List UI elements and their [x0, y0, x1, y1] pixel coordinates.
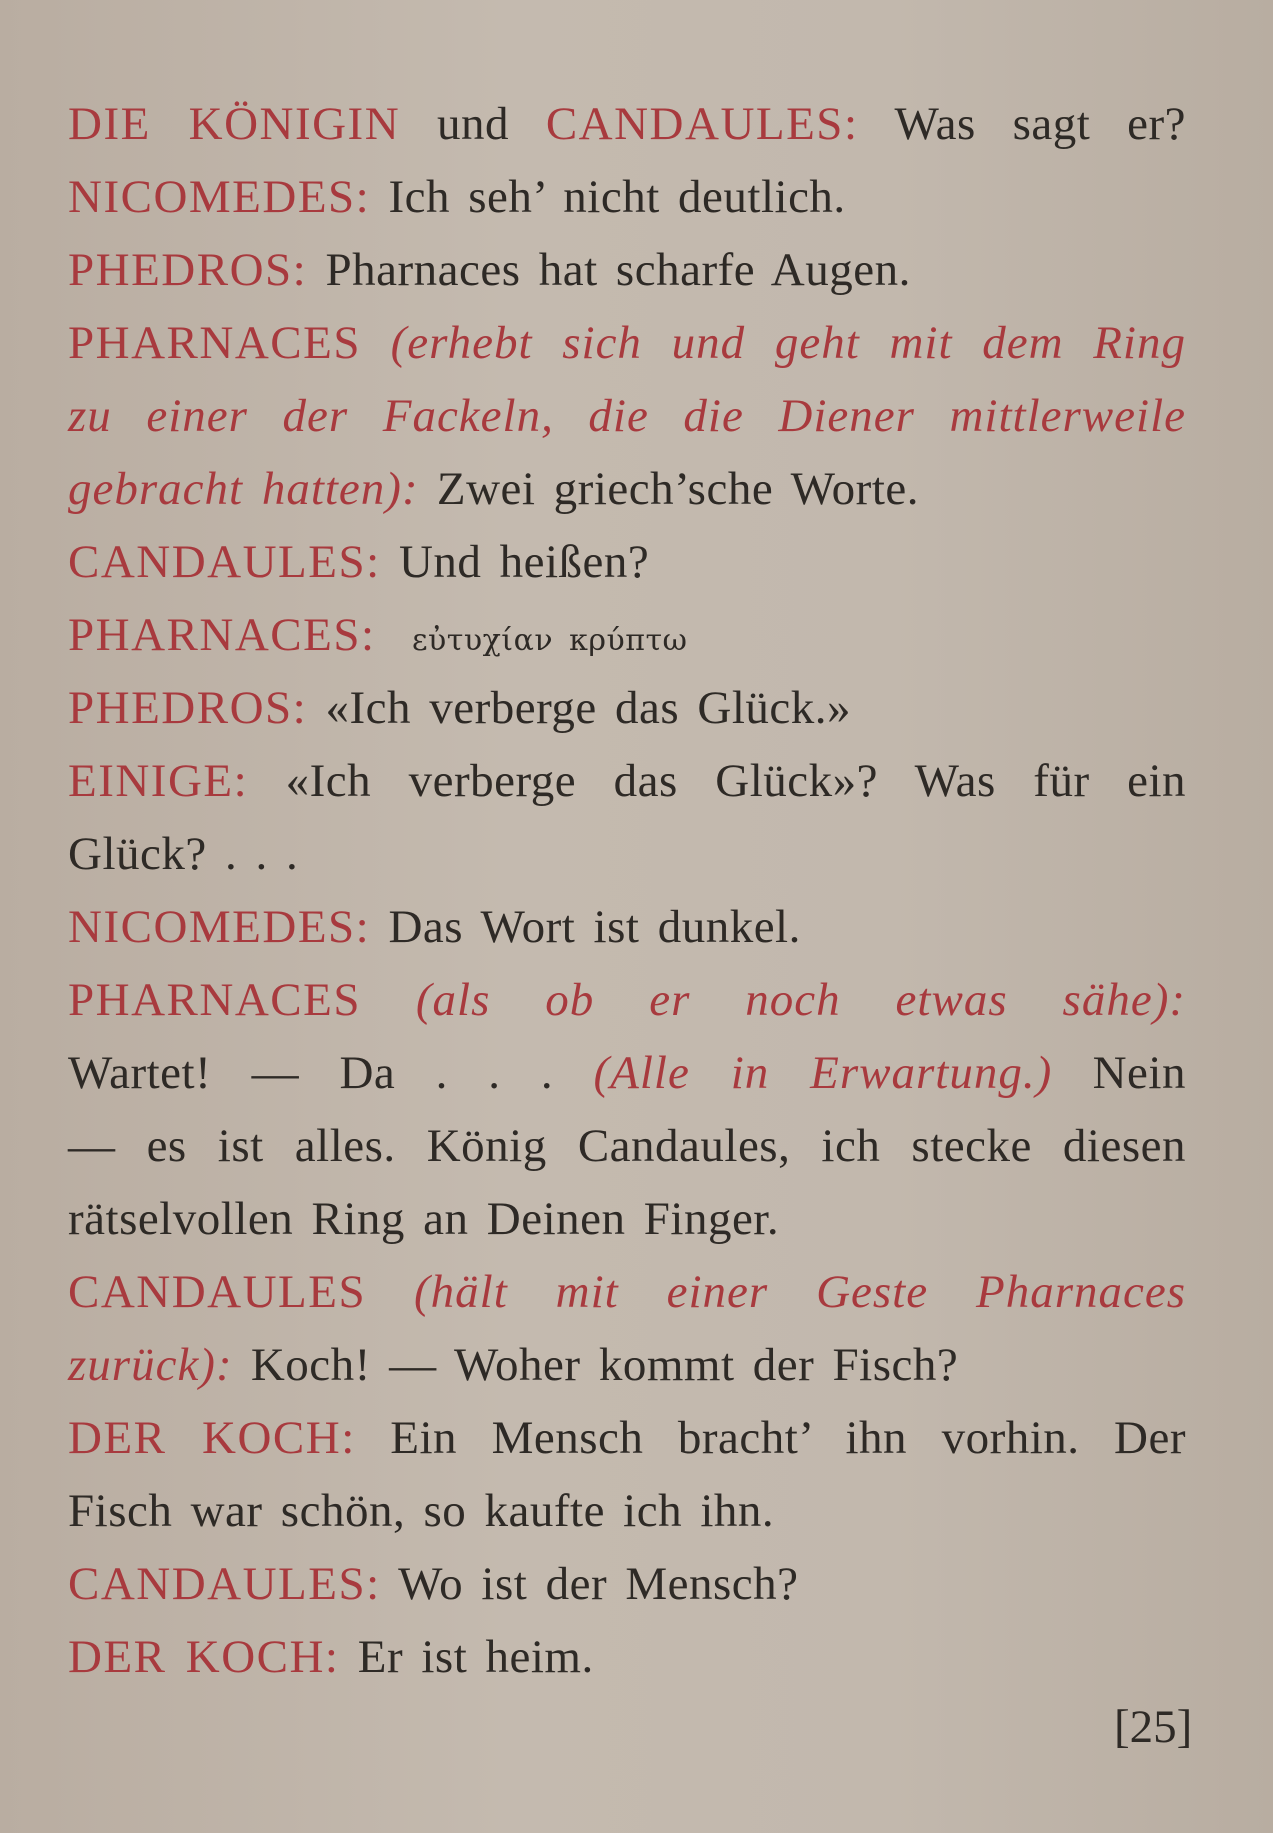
speaker-name: DER KOCH:: [68, 1412, 356, 1464]
dialogue-line: [68, 964, 1186, 1037]
spoken-text: Ein Mensch bracht’ ihn vorhin. Der: [355, 1412, 1187, 1464]
speaker-name: PHARNACES:: [68, 609, 376, 661]
dialogue-line: [68, 380, 1186, 453]
dialogue-line: [68, 1037, 1186, 1110]
spoken-text: Koch! — Woher kommt der Fisch?: [232, 1339, 959, 1391]
spoken-text: Er ist heim.: [339, 1631, 594, 1683]
dialogue-line: [68, 1402, 1186, 1475]
spoken-text: — es ist alles. König Candaules, ich stecke diesen: [68, 1120, 1186, 1172]
speaker-name: DER KOCH:: [68, 1631, 340, 1683]
dialogue-line: [68, 1256, 1186, 1329]
spoken-text: Nein: [1052, 1047, 1186, 1099]
speaker-name: NICOMEDES:: [68, 901, 371, 953]
spoken-text: Das Wort ist dunkel.: [370, 901, 801, 953]
stage-direction: (als ob er noch etwas sähe):: [360, 974, 1186, 1026]
dialogue-line: [68, 599, 1186, 672]
dialogue-line: [68, 453, 1186, 526]
dialogue-line: [68, 891, 1186, 964]
stage-direction: zu einer der Fackeln, die die Diener mittlerweile: [68, 390, 1186, 442]
greek-inscription: εὐτυχίαν κρύπτω: [412, 623, 688, 658]
speaker-name: CANDAULES:: [68, 536, 381, 588]
dialogue-line: [68, 1475, 1186, 1548]
spoken-text: Wo ist der Mensch?: [380, 1558, 799, 1610]
speaker-name: PHEDROS:: [68, 244, 308, 296]
dialogue-line: [68, 161, 1186, 234]
speaker-name: CANDAULES:: [68, 1558, 381, 1610]
dialogue-line: [68, 818, 1186, 891]
stage-direction: zurück):: [68, 1339, 233, 1391]
spoken-text: Was sagt er?: [858, 98, 1186, 150]
speaker-name: DIE KÖNIGIN: [68, 98, 401, 150]
dialogue-line: [68, 1110, 1186, 1183]
spoken-text: Und heißen?: [380, 536, 650, 588]
speaker-name: PHARNACES: [68, 974, 361, 1026]
dialogue-line: [68, 745, 1186, 818]
spoken-text: «Ich verberge das Glück.»: [307, 682, 852, 734]
stage-direction: (Alle in Erwartung.): [593, 1047, 1053, 1099]
dialogue-line: [68, 1183, 1186, 1256]
dialogue-line: [68, 1621, 1186, 1694]
dialogue-line: [68, 234, 1186, 307]
spoken-text: Glück? . . .: [68, 828, 299, 880]
stage-direction: gebracht hatten):: [68, 463, 419, 515]
speaker-name: EINIGE:: [68, 755, 249, 807]
speaker-name: PHARNACES: [68, 317, 361, 369]
spoken-text: Zwei griech’sche Worte.: [418, 463, 919, 515]
stage-direction: (erhebt sich und geht mit dem Ring: [360, 317, 1186, 369]
spoken-text: rätselvollen Ring an Deinen Finger.: [68, 1193, 780, 1245]
speaker-name: NICOMEDES:: [68, 171, 371, 223]
speaker-name: CANDAULES:: [545, 98, 859, 150]
speaker-name: PHEDROS:: [68, 682, 308, 734]
stage-direction: (hält mit einer Geste Pharnaces: [366, 1266, 1186, 1318]
dialogue-line: [68, 672, 1186, 745]
page-number: [25]: [1114, 1701, 1193, 1753]
spoken-text: Ich seh’ nicht deutlich.: [370, 171, 846, 223]
dialogue-line: [68, 526, 1186, 599]
spoken-text: Wartet! — Da . . .: [68, 1047, 594, 1099]
dialogue-text: [68, 88, 1186, 1694]
spoken-text: «Ich verberge das Glück»? Was für ein: [248, 755, 1186, 807]
spoken-text: Pharnaces hat scharfe Augen.: [307, 244, 911, 296]
speaker-name: CANDAULES: [68, 1266, 367, 1318]
dialogue-line: [68, 1329, 1186, 1402]
connector-text: und: [400, 98, 546, 150]
dialogue-line: [68, 307, 1186, 380]
spoken-text: Fisch war schön, so kaufte ich ihn.: [68, 1485, 775, 1537]
dialogue-line: [68, 88, 1186, 161]
dialogue-line: [68, 1548, 1186, 1621]
